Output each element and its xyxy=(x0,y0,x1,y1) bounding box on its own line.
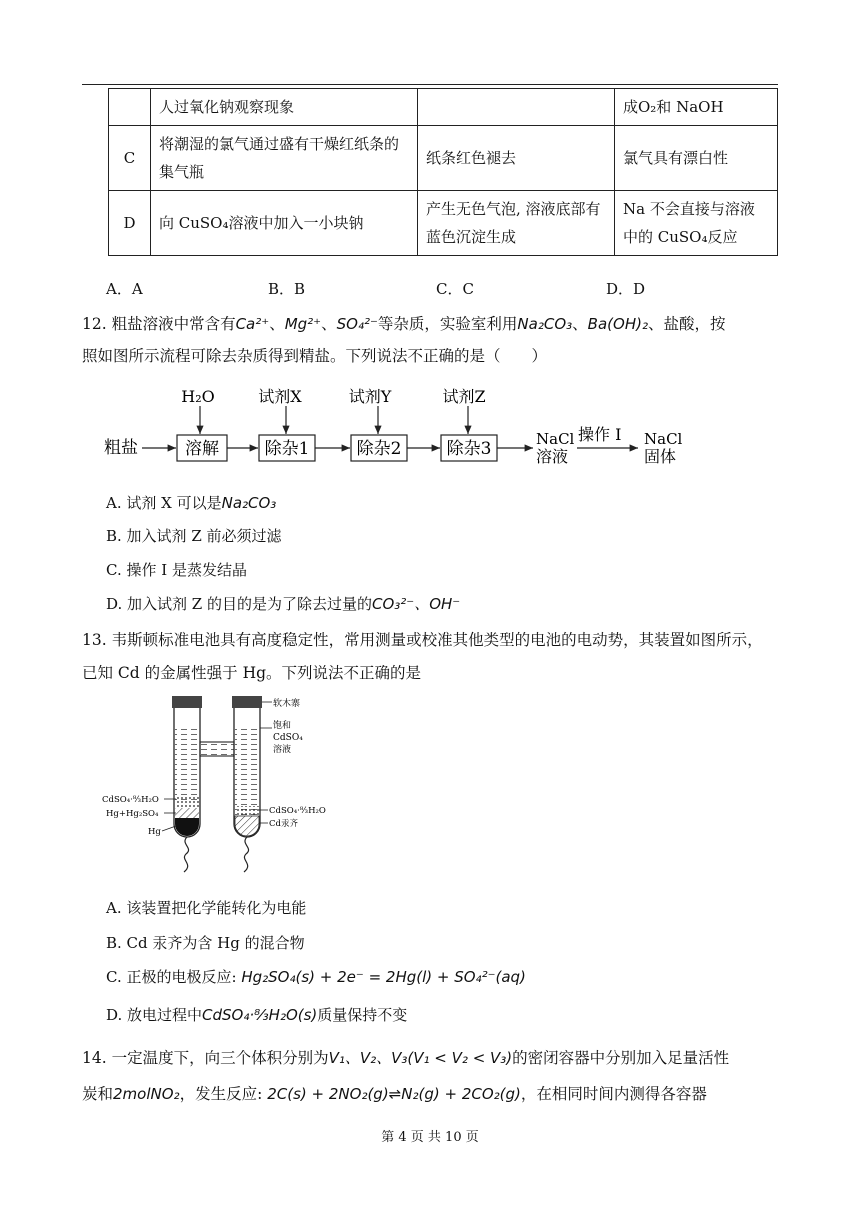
flow-step: 除杂3 xyxy=(446,439,492,459)
q13-option-a: A. 该装置把化学能转化为电能 xyxy=(106,899,307,917)
flow-mid: 溶液 xyxy=(536,447,569,466)
label-saturated: 饱和 xyxy=(273,721,292,731)
table-cell: C xyxy=(109,126,151,191)
label-amalgam: Cd汞齐 xyxy=(269,819,298,829)
option-b: B．B xyxy=(268,280,306,298)
q13-stem-line2: 已知 Cd 的金属性强于 Hg。下列说法不正确的是 xyxy=(82,664,422,682)
q12-option-d: D. 加入试剂 Z 的目的是为了除去过量的CO₃²⁻、OH⁻ xyxy=(106,595,461,613)
flow-step: 溶解 xyxy=(185,439,219,459)
page-footer: 第 4 页 共 10 页 xyxy=(381,1130,479,1145)
left-cork xyxy=(172,696,202,708)
table-cell: D xyxy=(109,191,151,256)
formula: V₁、V₂、V₃(V₁ < V₂ < V₃) xyxy=(328,1049,513,1067)
label-left-crystal: CdSO₄·⁸⁄₃H₂O xyxy=(102,795,159,805)
formula: SO₄²⁻ xyxy=(336,315,378,333)
q12-stem: 12. 粗盐溶液中常含有Ca²⁺、Mg²⁺、SO₄²⁻等杂质，实验室利用Na₂CO₃、Ba(OH)₂、盐酸，按 xyxy=(82,315,726,333)
left-lead xyxy=(184,837,189,872)
q12-option-a: A. 试剂 X 可以是Na₂CO₃ xyxy=(106,494,277,512)
q11-options xyxy=(106,278,706,298)
flow-diagram xyxy=(100,382,700,474)
table-cell: 将潮湿的氯气通过盛有干燥红纸条的集气瓶 xyxy=(151,126,418,191)
flow-end: NaCl xyxy=(644,430,683,448)
q12-stem-line2: 照如图所示流程可除去杂质得到精盐。下列说法不正确的是（ ） xyxy=(82,347,548,365)
table-cell: 纸条红色褪去 xyxy=(418,126,615,191)
table-cell: 氯气具有漂白性 xyxy=(615,126,778,191)
table-cell xyxy=(109,89,151,126)
q14-stem-line1: 14. 一定温度下，向三个体积分别为V₁、V₂、V₃(V₁ < V₂ < V₃)的密闭容器中分别加入足量活性 xyxy=(82,1049,730,1067)
table-cell xyxy=(418,89,615,126)
flow-end: 固体 xyxy=(644,447,677,466)
formula: Na₂CO₃ xyxy=(517,315,573,333)
formula: Mg²⁺ xyxy=(284,315,322,333)
weston-cell-diagram xyxy=(100,692,340,882)
answer-table xyxy=(108,88,778,256)
table-cell: 人过氧化钠观察现象 xyxy=(151,89,418,126)
option-a: A．A xyxy=(106,280,143,298)
table-cell: 产生无色气泡, 溶液底部有蓝色沉淀生成 xyxy=(418,191,615,256)
flow-start: 粗盐 xyxy=(104,438,138,458)
option-d: D．D xyxy=(606,280,646,298)
table-row xyxy=(109,89,778,126)
label-mercury: Hg xyxy=(148,827,161,837)
label-cork: 软木寨 xyxy=(273,699,301,709)
formula: 2molNO₂ xyxy=(113,1085,180,1103)
q13-option-d: D. 放电过程中CdSO₄·⁸⁄₃H₂O(s)质量保持不变 xyxy=(106,1006,408,1024)
table-cell: Na 不会直接与溶液中的 CuSO₄反应 xyxy=(615,191,778,256)
top-rule xyxy=(82,84,778,85)
table-cell: 成O₂和 NaOH xyxy=(615,89,778,126)
flow-op: 操作 I xyxy=(578,425,622,444)
label-saturated: CdSO₄ xyxy=(273,733,303,743)
table-row xyxy=(109,191,778,256)
q13-option-b: B. Cd 汞齐为含 Hg 的混合物 xyxy=(106,934,305,952)
formula: Ba(OH)₂ xyxy=(587,315,648,333)
flow-input: 试剂Z xyxy=(442,387,486,406)
q12-option-b: B. 加入试剂 Z 前必须过滤 xyxy=(106,527,282,545)
label-left-paste: Hg+Hg₂SO₄ xyxy=(106,809,159,819)
option-c: C．C xyxy=(436,280,474,298)
formula: Ca²⁺ xyxy=(235,315,270,333)
flow-input: 试剂X xyxy=(258,387,302,406)
flow-input: H₂O xyxy=(181,387,215,406)
formula: Hg₂SO₄(s) + 2e⁻ = 2Hg(l) + SO₄²⁻(aq) xyxy=(241,968,526,986)
formula: Na₂CO₃ xyxy=(221,494,277,512)
label-right-crystal: CdSO₄·⁸⁄₃H₂O xyxy=(269,806,326,816)
formula: CO₃²⁻、OH⁻ xyxy=(372,595,461,613)
flow-input: 试剂Y xyxy=(348,387,392,406)
formula: 2C(s) + 2NO₂(g)⇌N₂(g) + 2CO₂(g) xyxy=(267,1085,521,1103)
flow-mid: NaCl xyxy=(536,430,575,448)
table-row xyxy=(109,126,778,191)
q12-option-c: C. 操作 I 是蒸发结晶 xyxy=(106,561,247,579)
q13-stem-line1: 13. 韦斯顿标准电池具有高度稳定性，常用测量或校准其他类型的电池的电动势，其装置如图所示， xyxy=(82,631,763,649)
flow-step: 除杂2 xyxy=(356,439,402,459)
flow-step: 除杂1 xyxy=(264,439,310,459)
cd-amalgam xyxy=(235,816,259,836)
table-cell: 向 CuSO₄溶液中加入一小块钠 xyxy=(151,191,418,256)
right-cork xyxy=(232,696,262,708)
right-lead xyxy=(244,837,249,872)
q13-option-c: C. 正极的电极反应: Hg₂SO₄(s) + 2e⁻ = 2Hg(l) + SO₄²⁻(aq) xyxy=(106,968,526,986)
q14-stem-line2: 炭和2molNO₂，发生反应: 2C(s) + 2NO₂(g)⇌N₂(g) + 2CO₂(g)，在相同时间内测得各容器 xyxy=(82,1085,707,1103)
formula: CdSO₄·⁸⁄₃H₂O(s) xyxy=(202,1006,318,1024)
label-saturated: 溶液 xyxy=(273,745,292,755)
